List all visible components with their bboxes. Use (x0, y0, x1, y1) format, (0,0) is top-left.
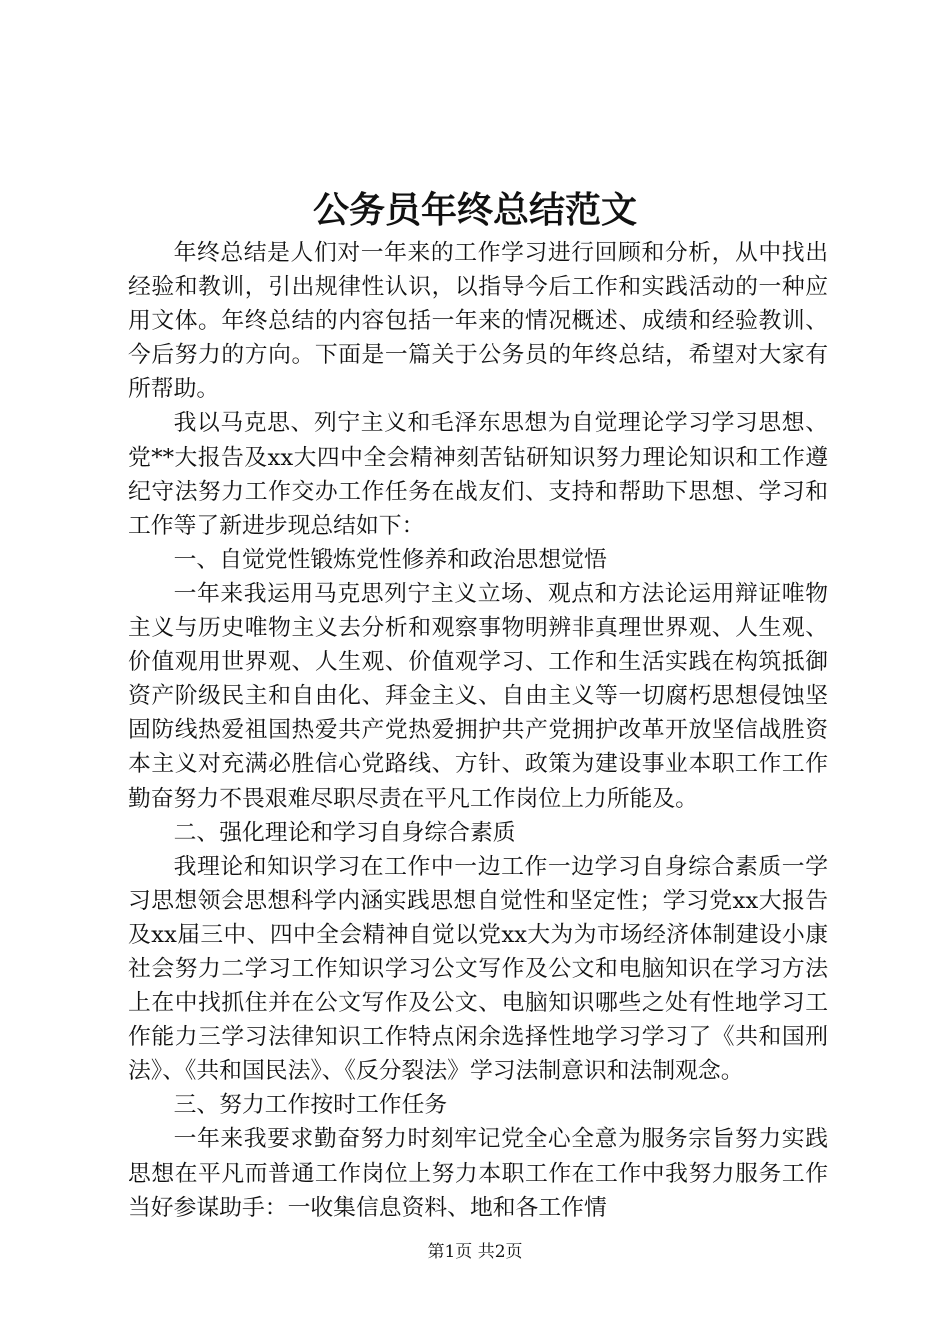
section-heading-3: 三、努力工作按时工作任务 (173, 1092, 448, 1119)
page-number-footer: 第1页 共2页 (427, 1242, 523, 1262)
document-title: 公务员年终总结范文 (312, 189, 637, 231)
section-heading-2: 二、强化理论和学习自身综合素质 (173, 819, 516, 846)
paragraph-section-3: 一年来我要求勤奋努力时刻牢记党全心全意为服务宗旨努力实践思想在平凡而普通工作岗位上努力本职工作在工作中我努力服务工作当好参谋助手：一收集信息资料、地和各工作情 (128, 1126, 828, 1221)
section-heading-1: 一、自觉党性锻炼党性修养和政治思想觉悟 (173, 546, 607, 573)
paragraph-overview: 我以马克思、列宁主义和毛泽东思想为自觉理论学习学习思想、党**大报告及xx大四中全会精神刻苦钻研知识努力理论知识和工作遵纪守法努力工作交办工作任务在战友们、支持和帮助下思想、学习和工作等了新进步现总结如下： (128, 410, 828, 539)
paragraph-section-2: 我理论和知识学习在工作中一边工作一边学习自身综合素质一学习思想领会思想科学内涵实践思想自觉性和坚定性；学习党xx大报告及xx届三中、四中全会精神自觉以党xx大为为市场经济体制建设小康社会努力二学习工作知识学习公文写作及公文和电脑知识在学习方法上在中找抓住并在公文写作及公文、电脑知识哪些之处有性地学习工作能力三学习法律知识工作特点闲余选择性地学习学习了《共和国刑法》、《共和国民法》、《反分裂法》学习法制意识和法制观念。 (128, 853, 828, 1085)
paragraph-intro: 年终总结是人们对一年来的工作学习进行回顾和分析，从中找出经验和教训，引出规律性认识，以指导今后工作和实践活动的一种应用文体。年终总结的内容包括一年来的情况概述、成绩和经验教训、今后努力的方向。下面是一篇关于公务员的年终总结，希望对大家有所帮助。 (128, 240, 828, 403)
document-body (128, 236, 828, 1225)
paragraph-section-1: 一年来我运用马克思列宁主义立场、观点和方法论运用辩证唯物主义与历史唯物主义去分析和观察事物明辨非真理世界观、人生观、价值观用世界观、人生观、价值观学习、工作和生活实践在构筑抵御资产阶级民主和自由化、拜金主义、自由主义等一切腐朽思想侵蚀坚固防线热爱祖国热爱共产党热爱拥护共产党拥护改革开放坚信战胜资本主义对充满必胜信心党路线、方针、政策为建设事业本职工作工作勤奋努力不畏艰难尽职尽责在平凡工作岗位上力所能及。 (128, 580, 828, 812)
